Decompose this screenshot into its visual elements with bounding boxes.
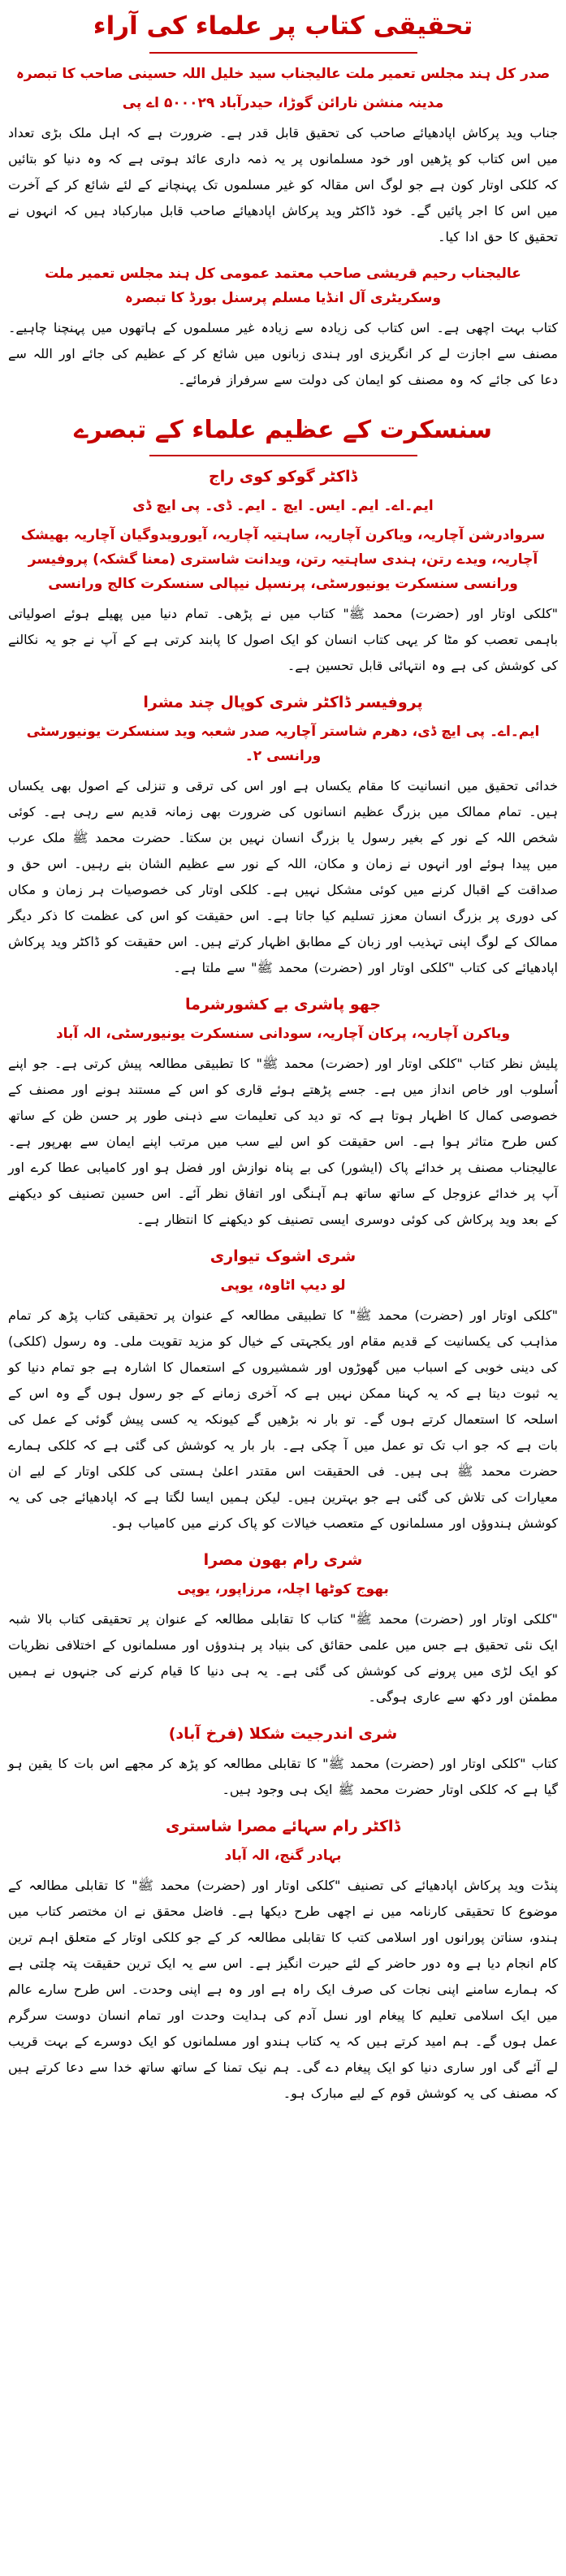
scholar-block (8, 1814, 558, 2107)
title-divider (149, 52, 417, 54)
scholar-review: "کلکی اوتار اور (حضرت) محمد ﷺ" کا تطبیقی مطالعہ کے عنوان پر تحقیقی کتاب پڑھ کر تمام مذاہب کی یکسانیت کے قدیم مقام اور یکجہتی کے خیال کو مزید تقویت ملی۔ وہ رسول (کلکی) کی دینی خوبی کے اسباب میں گھوڑوں اور شمشیروں کے استعمال کا اشارہ ہے جو تمام دنیا کو یہ ثبوت دیتا ہے کہ یہ کہنا ممکن نہیں ہے کہ آخری زمانے کے جو رسول ہوں گے وہ اس کے اسلحہ کا استعمال کرتے ہوں گے۔ تو بار نہ بڑھیں گے کیونکہ یہ کسی پیش گوئی کے عمل کی بات ہے کہ جو اب تک تو عمل میں آ چکی ہے۔ بار بار یہ کوشش کی گئی ہے کہ کلکی ہمارے حضرت محمد ﷺ ہی ہیں۔ فی الحقیقت اس مقتدر اعلیٰ ہستی کی کلکی اوتار کے لیے ان معیارات کی تلاش کی گئی ہے جو بہترین ہیں۔ لیکن ہمیں ایسا لگتا ہے کہ اپادھیائے جی کی یہ کوشش ہندوؤں اور مسلمانوں کے متعصب خیالات کو پاک کرنے میں کامیاب ہو۔ (8, 1307, 559, 1531)
scholar-block (8, 1548, 558, 1710)
scholar-name: شری اشوک تیواری (210, 1247, 356, 1265)
review-block (8, 261, 558, 393)
review-block (8, 62, 558, 250)
page-title: تحقیقی کتاب پر علماء کی آراء (93, 11, 473, 41)
scholar-name: جھو پاشری بے کشورشرما (184, 996, 382, 1014)
review-heading: صدر کل ہند مجلس تعمیر ملت عالیجناب سید خلیل اللہ حسینی صاحب کا تبصرہ (15, 66, 551, 82)
scholar-location: بہادر گنج، الہ آباد (224, 1848, 342, 1864)
review-body: کتاب بہت اچھی ہے۔ اس کتاب کی زیادہ سے زیادہ غیر مسلموں کے ہاتھوں میں پہنچنا چاہیے۔ مصنف سے اجازت لے کر انگریزی اور ہندی زبانوں میں شائع کر کے عظیم کی جائے اور اللہ سے دعا کی جائے کہ وہ مصنف کو ایمان کی دولت سے سرفراز فرمائے۔ (8, 320, 558, 387)
scholar-location: بھوج کوٹھا اچلہ، مرزاپور، یوپی (177, 1581, 389, 1597)
section-divider (149, 455, 417, 456)
scholar-review: پلیش نظر کتاب "کلکی اوتار اور (حضرت) محمد ﷺ" کا تطبیقی مطالعہ پیش کرتی ہے۔ جو اپنے اُسلوب اور خاص انداز میں ہے۔ جسے پڑھتے ہوئے قاری کو اس کے مستند ہونے اور مصنف کے خصوصی کمال کا اظہار ہوتا ہے کہ تو دید کی تعلیمات سے ذہنی طور پر حسن ظن کے ساتھ کس طرح متاثر ہوا ہے۔ اس حقیقت کو اس لیے سب میں مرتب اپنے ایمان سے بھرپور ہے۔ عالیجناب مصنف پر خدائے پاک (ایشور) کی بے پناہ نوازش اور فضل ہو اور کامیابی عطا کرے اور آپ پر خدائے عزوجل کے ساتھ ساتھ ہم آہنگی اور اتفاق نظر آئے۔ اس حسین تصنیف کو دیکھنے کے بعد وید پرکاش کی کوئی دوسری ایسی تصنیف کو دیکھنے کا انتظار ہے۔ (8, 1056, 558, 1227)
scholar-review: کتاب "کلکی اوتار اور (حضرت) محمد ﷺ" کا تقابلی مطالعہ کو پڑھ کر مجھے اس بات کا یقین ہو گیا ہے کہ کلکی اوتار حضرت محمد ﷺ ایک ہی وجود ہیں۔ (8, 1756, 558, 1797)
scholar-titles: سروادرشن آچاریہ، ویاکرن آچاریہ، ساہتیہ آچاریہ، آیورویدوگیان آچاریہ بھیشک آچاریہ، ویدے رتن، ہندی ساہتیہ رتن، ویدانت شاستری (معنا گشکہ) پروفیسر ورانسی سنسکرت یونیورسٹی، پرنسپل نیپالی سنسکرت کالج ورانسی (20, 527, 546, 592)
scholar-titles: ویاکرن آچاریہ، پرکان آچاریہ، سودانی سنسکرت یونیورسٹی، الہ آباد (55, 1026, 511, 1042)
scholar-block (8, 465, 558, 679)
scholar-name: شری اندرجیت شکلا (فرخ آباد) (168, 1725, 398, 1743)
scholar-name: ڈاکٹر گوکو کوی راج (209, 468, 357, 486)
scholar-block (8, 1244, 558, 1537)
scholar-review: پنڈت وید پرکاش اپادھیائے کی تصنیف "کلکی اوتار اور (حضرت) محمد ﷺ" کا تقابلی مطالعہ کے موضوع کا تحقیقی کارنامہ میں نے اچھی طرح دیکھا ہے۔ فاضل محقق نے ان مختصر کتاب میں ہندو، سناتن پورانوں اور اسلامی کتب کا تقابلی مطالعہ کر کے جو کلکی اوتار کے متعلق اہم ترین کام انجام دیا ہے وہ دور حاضر کے لئے حیرت انگیز ہے۔ اس سے یہ ایک ترین حقیقت پتہ چلتی ہے کہ ہمارے سامنے اپنی نجات کی صرف ایک راہ ہے اور وہ ہے اپنی وحدت۔ اس طرح سارے عالم میں ایک اسلامی تعلیم کا پیغام اور نسل آدم کی ہدایت وحدت اور تمام انسان دوست سرگرم عمل ہوں گے۔ ہم امید کرتے ہیں کہ یہ کتاب ہندو اور مسلمانوں کو ایک دوسرے کے بہت قریب لے آئے گی اور ساری دنیا کو ایک پیغام دے گی۔ ہم نیک تمنا کے ساتھ ساتھ خدا سے دعا کرتے ہیں کہ مصنف کی یہ کوشش قوم کے لیے مبارک ہو۔ (8, 1878, 558, 2101)
scholar-review: "کلکی اوتار اور (حضرت) محمد ﷺ" کتاب میں نے پڑھی۔ تمام دنیا میں پھیلے ہوئے اصولیاتی باہمی تعصب کو مٹا کر یہی کتاب انسان کو ایک اصول کا پابند کرتی ہے کے آپ نے جو یہ نکالنے کی کوشش کی ہے وہ انتہائی قابل تحسین ہے۔ (8, 606, 558, 673)
scholar-block (8, 992, 558, 1233)
scholar-name: پروفیسر ڈاکٹر شری کوپال چند مشرا (143, 694, 423, 711)
scholar-degrees: ایم۔اے۔ ایم۔ ایس۔ ایچ ۔ ایم۔ ڈی۔ پی ایچ ڈی (132, 498, 434, 514)
scholar-degrees: ایم۔اے۔ پی ایچ ڈی، دھرم شاستر آچاریہ صدر شعبہ وید سنسکرت یونیورسٹی ورانسی ۲۔ (26, 724, 540, 764)
review-address: مدینہ منشن نارائن گوڑا، حیدرآباد ۵۰۰۰۲۹ اے پی (122, 95, 444, 111)
scholar-block (8, 1722, 558, 1803)
review-heading: عالیجناب رحیم قریشی صاحب معتمد عمومی کل ہند مجلس تعمیر ملت وسکریٹری آل انڈیا مسلم پرسنل بورڈ کا تبصرہ (45, 266, 521, 306)
scholar-review: خدائی تحقیق میں انسانیت کا مقام یکساں ہے اور اس کی ترقی و تنزلی کے اصول بھی یکساں ہیں۔ تمام ممالک میں بزرگ عظیم انسانوں کی ضرورت بھی زمانہ قدیم سے رہی ہے۔ کوئی شخص اللہ کے نور کے بغیر رسول یا بزرگ انسان نہیں بن سکتا۔ حضرت محمد ﷺ ملک عرب میں پیدا ہوئے اور انہوں نے زمان و مکان، اللہ کے نور سے عظیم الشان بنے رہیں۔ اس حق و صداقت کے اقبال کرنے میں کوئی مشکل نہیں ہے۔ کلکی اوتار کی خصوصیات ہر زمان و مکاں کی دوری پر بزرگ انسان معزز تسلیم کیا جاتا ہے۔ اس حقیقت کو اس کی عظمت کا ذکر دیگر ممالک کے لوگ اپنی تہذیب اور زبان کے مطابق اظہار کرتے ہیں۔ اس حقیقت کو ڈاکٹر وید پرکاش اپادھیائے کی کتاب "کلکی اوتار اور (حضرت) محمد ﷺ" سے ملتا ہے۔ (8, 778, 558, 975)
scholar-name: ڈاکٹر رام سہائے مصرا شاستری (166, 1817, 400, 1835)
scholar-block (8, 690, 558, 981)
review-body: جناب وید پرکاش اپادھیائے صاحب کی تحقیق قابل قدر ہے۔ ضرورت ہے کہ اہل ملک بڑی تعداد میں اس کتاب کو پڑھیں اور خود مسلمانوں پر یہ ذمہ داری عائد ہوتی ہے کہ وہ دنیا کو بتائیں کہ کلکی اوتار کون ہے جو لوگ اس مقالہ کو غیر مسلموں تک پہنچانے کے لئے شائع کر کے آخرت میں اس کا اجر پائیں گے۔ خود ڈاکٹر وید پرکاش اپادھیائے صاحب قابل مبارکباد ہیں کہ انہوں نے تحقیق کا حق ادا کیا۔ (8, 125, 558, 244)
section-title: سنسکرت کے عظیم علماء کے تبصرے (73, 416, 493, 444)
scholar-name: شری رام بھون مصرا (203, 1551, 363, 1569)
scholar-location: لو دیپ اٹاوہ، یوپی (220, 1277, 346, 1294)
scholar-review: "کلکی اوتار اور (حضرت) محمد ﷺ" کتاب کا تقابلی مطالعہ کے عنوان پر تحقیقی کتاب بالا شبہ ایک نئی تحقیق ہے جس میں علمی حقائق کی بنیاد پر ہندوؤں اور مسلمانوں کے اختلافی نظریات کو ایک لڑی میں پرونے کی کوشش کی گئی ہے۔ یہ ہی دنیا کا قیام کرنے کی جنہوں نے ہمیں مطمئن اور دکھ سے عاری ہوگی۔ (8, 1611, 558, 1705)
